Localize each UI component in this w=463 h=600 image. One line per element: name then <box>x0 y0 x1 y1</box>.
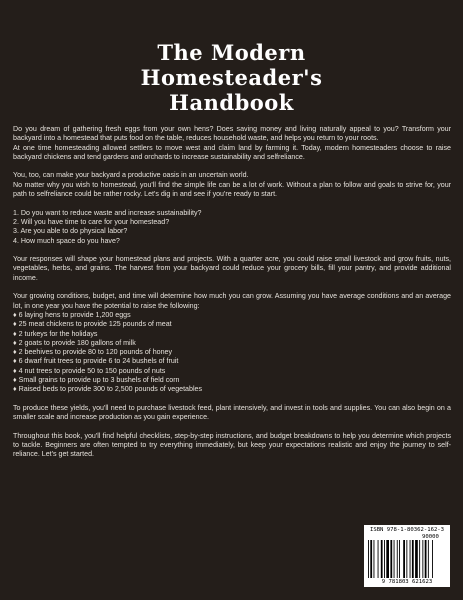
yield-text: 2 goats to provide 180 gallons of milk <box>18 338 136 347</box>
question-item: 3. Are you able to do physical labor? <box>13 227 128 236</box>
yields-intro-paragraph: Your growing conditions, budget, and time will determine how much you can grow. Assuming you have average conditions and an average lot, in one year you have the potential to raise the following: <box>13 292 451 310</box>
diamond-bullet-icon: ♦ <box>13 348 17 357</box>
title-line-1: The Modern <box>157 40 306 65</box>
book-title <box>0 40 463 115</box>
barcode-digits: 9 781803 621623 <box>381 579 433 585</box>
closing-paragraph: Throughout this book, you'll find helpful checklists, step-by-step instructions, and budget breakdowns to help you determine which projects to tackle. Beginners are often tempted to try everything immediately, but keep your expectations realistic and enjoy the journey to self-reliance. Let's get started. <box>13 431 451 459</box>
yield-text: 25 meat chickens to provide 125 pounds of meat <box>18 320 172 329</box>
yield-text: 4 nut trees to provide 50 to 150 pounds of nuts <box>18 366 166 375</box>
diamond-bullet-icon: ♦ <box>13 366 17 375</box>
supplies-paragraph: To produce these yields, you'll need to purchase livestock feed, plant intensively, and invest in tools and supplies. You can also begin on a smaller scale and increase production as you gain experience. <box>13 403 451 422</box>
isbn-label: ISBN 978-1-80362-162-3 <box>369 527 445 533</box>
yield-text: 2 beehives to provide 80 to 120 pounds of honey <box>18 348 173 357</box>
price-code: 90000 <box>422 534 439 540</box>
yield-item <box>13 376 451 385</box>
intro-paragraph-3: You, too, can make your backyard a productive oasis in an uncertain world. <box>13 171 249 180</box>
diamond-bullet-icon: ♦ <box>13 320 17 329</box>
diamond-bullet-icon: ♦ <box>13 385 17 394</box>
responses-paragraph: Your responses will shape your homestead plans and projects. With a quarter acre, you could raise small livestock and grow fruits, nuts, vegetables, herbs, and grains. The harvest from your backyard could reduce your grocery bills, fill your pantry, and provide additional income. <box>13 255 451 282</box>
isbn-barcode <box>364 525 450 587</box>
yield-text: 6 laying hens to provide 1,200 eggs <box>18 310 131 319</box>
diamond-bullet-icon: ♦ <box>13 376 17 385</box>
yield-item <box>13 348 451 357</box>
question-list <box>13 209 451 246</box>
yield-text: 2 turkeys for the holidays <box>18 329 98 338</box>
intro-paragraph-2: At one time homesteading allowed settlers to move west and claim land by farming it. Today, modern homesteaders choose to raise backyard chickens and tend gardens and orchards to increase sustainability and selfreliance. <box>13 143 451 161</box>
blurb <box>13 125 451 469</box>
diamond-bullet-icon: ♦ <box>13 357 17 366</box>
diamond-bullet-icon: ♦ <box>13 310 17 319</box>
yield-item <box>13 357 451 366</box>
intro-paragraph-4: No matter why you wish to homestead, you'll find the simple life can be a lot of work. Without a plan to follow and goals to strive for, your path to selfreliance could be rather rocky. Let's dig in and see if you're ready to start. <box>13 180 451 199</box>
yield-text: Raised beds to provide 300 to 2,500 pounds of vegetables <box>18 385 203 394</box>
barcode-bars-icon <box>368 540 446 578</box>
intro-paragraph-1: Do you dream of gathering fresh eggs from your own hens? Does saving money and living naturally appeal to you? Transform your backyard into a homestead that puts food on the table, reduces household waste, and helps you return to your roots. <box>13 125 451 143</box>
yield-item <box>13 367 451 376</box>
diamond-bullet-icon: ♦ <box>13 329 17 338</box>
question-item: 1. Do you want to reduce waste and increase sustainability? <box>13 208 202 217</box>
yield-list <box>13 311 451 395</box>
question-item: 4. How much space do you have? <box>13 236 120 245</box>
title-line-2: Homesteader's <box>140 65 323 90</box>
yield-item <box>13 385 451 394</box>
yield-item <box>13 339 451 348</box>
yield-text: 6 dwarf fruit trees to provide 6 to 24 bushels of fruit <box>18 357 179 366</box>
yield-item <box>13 311 451 320</box>
yield-item <box>13 320 451 329</box>
diamond-bullet-icon: ♦ <box>13 338 17 347</box>
question-item: 2. Will you have time to care for your homestead? <box>13 217 170 226</box>
yield-item <box>13 330 451 339</box>
yield-text: Small grains to provide up to 3 bushels of field corn <box>18 376 180 385</box>
title-line-3: Handbook <box>169 90 294 115</box>
